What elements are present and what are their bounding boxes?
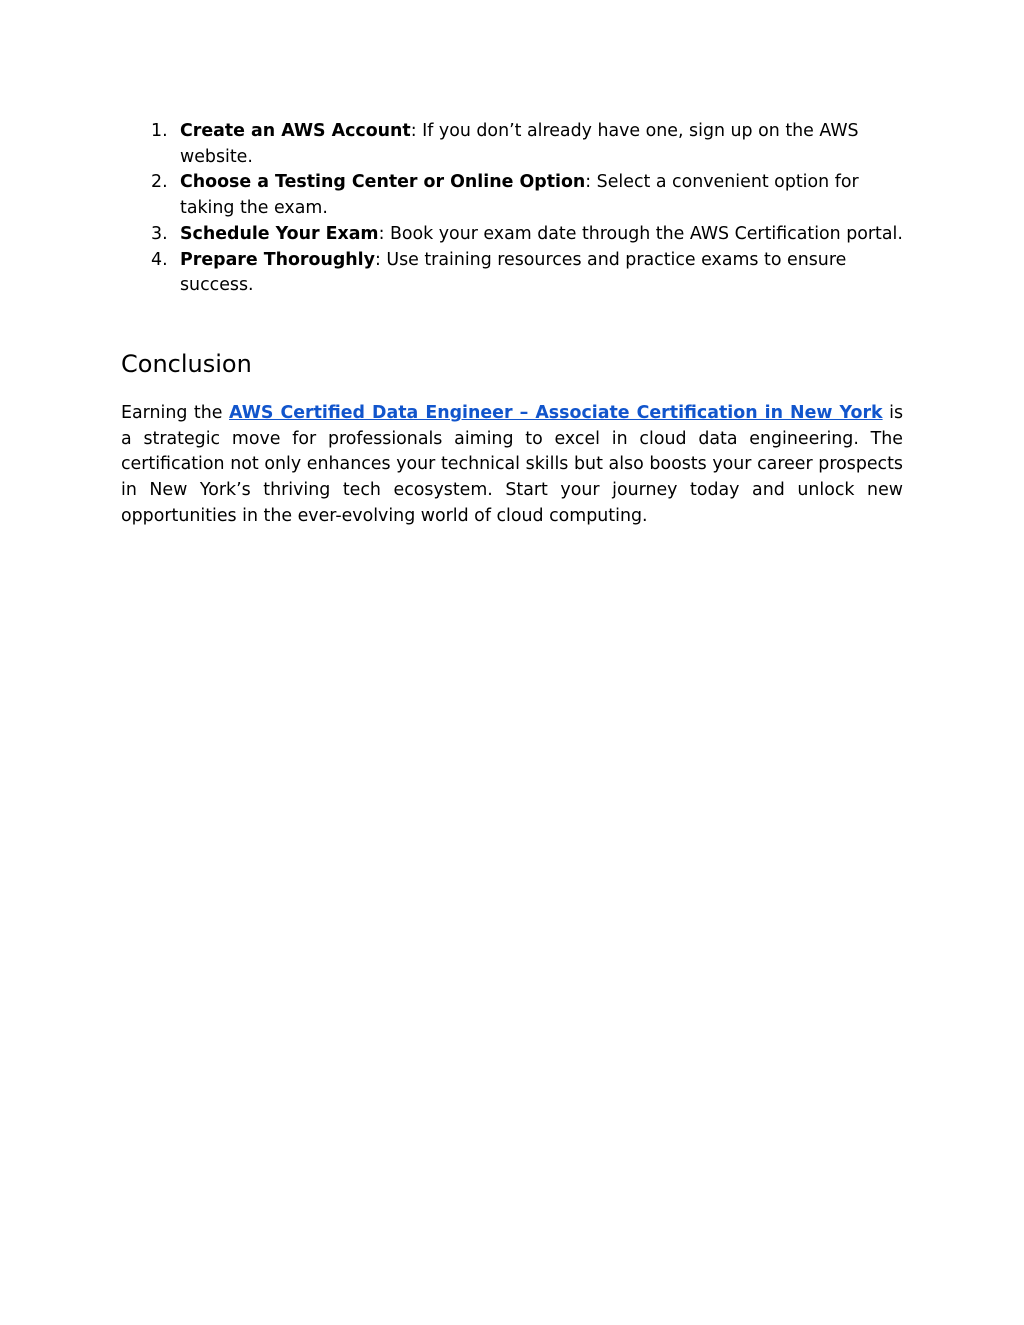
list-item-title: Choose a Testing Center or Online Option bbox=[180, 172, 586, 193]
list-item-title: Schedule Your Exam bbox=[180, 223, 379, 244]
conclusion-lead-text: Earning the bbox=[121, 403, 230, 423]
list-item-text: : Select a convenient option for taking the exam. bbox=[180, 172, 859, 219]
list-item-number: 1. bbox=[151, 121, 168, 141]
list-item-text: : If you don’t already have one, sign up on the AWS website. bbox=[180, 121, 859, 167]
list-item bbox=[121, 222, 903, 248]
conclusion-paragraph bbox=[121, 401, 903, 530]
list-item bbox=[121, 119, 903, 170]
list-item-number: 3. bbox=[151, 223, 168, 244]
certification-link[interactable]: AWS Certified Data Engineer – Associate Certification in New York bbox=[229, 403, 883, 423]
list-item-title: Prepare Thoroughly bbox=[180, 249, 375, 270]
list-item bbox=[121, 170, 903, 221]
list-item bbox=[121, 248, 903, 299]
list-item-text: : Book your exam date through the AWS Certification portal. bbox=[378, 223, 903, 244]
list-item-number: 4. bbox=[151, 249, 168, 270]
conclusion-heading: Conclusion bbox=[121, 350, 252, 378]
list-item-number: 2. bbox=[151, 172, 168, 193]
list-item-title: Create an AWS Account bbox=[180, 121, 411, 141]
registration-steps-list bbox=[121, 119, 903, 299]
conclusion-body-text: is a strategic move for professionals aiming to excel in cloud data engineering. The certification not only enhances your technical skills but also boosts your career prospects in New York’s thriving tech ecosystem. Start your journey today and unlock new opportunities in the ever-evolving world of cloud computing. bbox=[121, 403, 904, 526]
list-item-text: : Use training resources and practice exams to ensure success. bbox=[180, 249, 847, 296]
